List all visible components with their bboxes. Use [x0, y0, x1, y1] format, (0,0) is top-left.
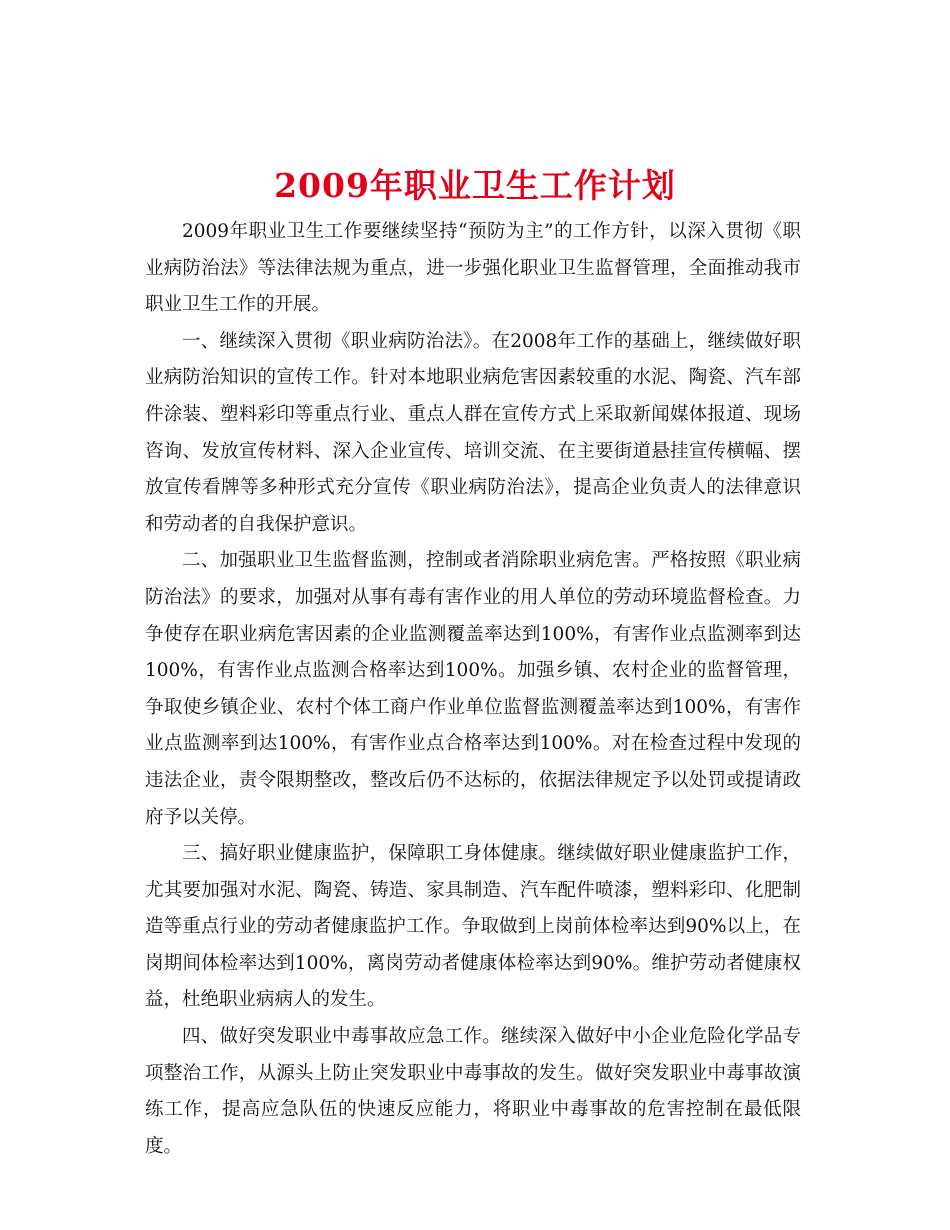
document-body: [145, 214, 801, 1165]
section-four-paragraph: 四、做好突发职业中毒事故应急工作。继续深入做好中小企业危险化学品专项整治工作，从源头上防止突发职业中毒事故的发生。做好突发职业中毒事故演练工作，提高应急队伍的快速反应能力，将职业中毒事故的危害控制在最低限度。: [145, 1026, 801, 1157]
intro-paragraph: 2009年职业卫生工作要继续坚持“预防为主”的工作方针，以深入贯彻《职业病防治法》等法律法规为重点，进一步强化职业卫生监督管理，全面推动我市职业卫生工作的开展。: [145, 221, 801, 316]
document-title: 2009年职业卫生工作计划: [274, 166, 676, 206]
section-two-paragraph: 二、加强职业卫生监督监测，控制或者消除职业病危害。严格按照《职业病防治法》的要求，加强对从事有毒有害作业的用人单位的劳动环境监督检查。力争使存在职业病危害因素的企业监测覆盖率达到100%，有害作业点监测率到达100%，有害作业点监测合格率达到100%。加强乡镇、农村企业的监督管理，争取使乡镇企业、农村个体工商户作业单位监督监测覆盖率达到100%，有害作业点监测率到达100%，有害作业点合格率达到100%。对在检查过程中发现的违法企业，责令限期整改，整改后仍不达标的，依据法律规定予以处罚或提请政府予以关停。: [145, 550, 801, 828]
section-one-paragraph: 一、继续深入贯彻《职业病防治法》。在2008年工作的基础上，继续做好职业病防治知识的宣传工作。针对本地职业病危害因素较重的水泥、陶瓷、汽车部件涂装、塑料彩印等重点行业、重点人群在宣传方式上采取新闻媒体报道、现场咨询、发放宣传材料、深入企业宣传、培训交流、在主要街道悬挂宣传横幅、摆放宣传看牌等多种形式充分宣传《职业病防治法》，提高企业负责人的法律意识和劳动者的自我保护意识。: [145, 330, 801, 535]
section-three-paragraph: 三、搞好职业健康监护，保障职工身体健康。继续做好职业健康监护工作，尤其要加强对水泥、陶瓷、铸造、家具制造、汽车配件喷漆，塑料彩印、化肥制造等重点行业的劳动者健康监护工作。争取做到上岗前体检率达到90%以上，在岗期间体检率达到100%，离岗劳动者健康体检率达到90%。维护劳动者健康权益，杜绝职业病病人的发生。: [145, 843, 801, 1011]
